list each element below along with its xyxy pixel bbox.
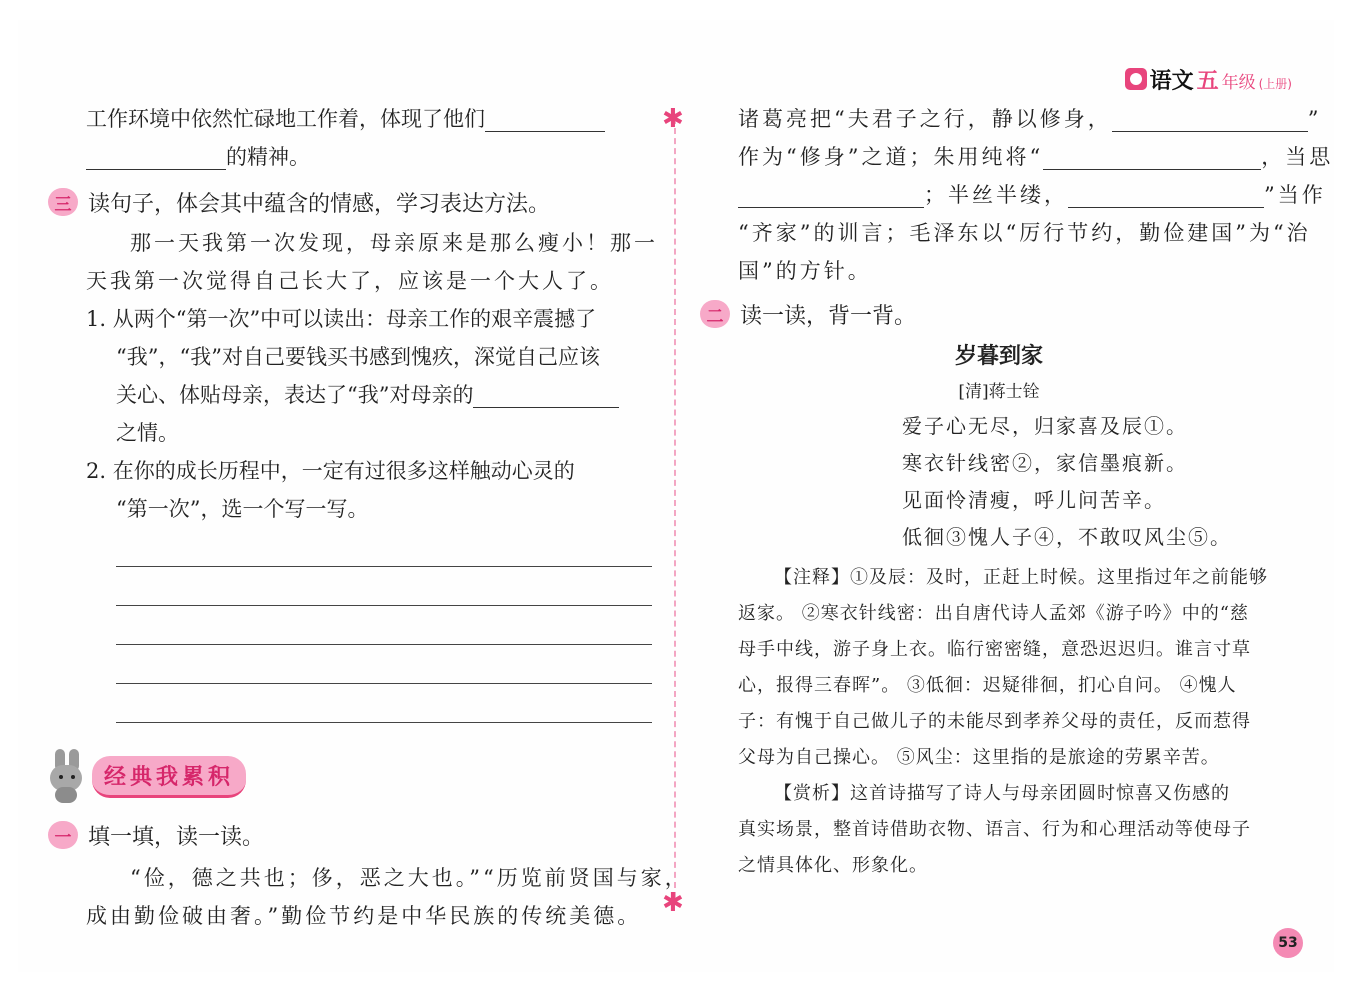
question-line (86, 376, 652, 414)
answer-blank[interactable] (1068, 181, 1264, 208)
note-line: 母手中线，游子身上衣。临行密密缝，意恐迟迟归。谁言寸草 (738, 639, 1251, 660)
answer-blank[interactable] (86, 143, 226, 170)
fill-line (738, 138, 1334, 176)
appreciation-line: 真实场景，整首诗借助衣物、语言、行为和心理活动等使母子 (738, 819, 1251, 840)
writing-line[interactable] (116, 528, 652, 567)
star-icon: ✱ (662, 104, 684, 134)
section-three-heading (48, 182, 652, 222)
note-line: 父母为自己操心。 ⑤风尘：这里指的是旅途的劳累辛苦。 (738, 747, 1220, 768)
header-term: (上册) (1258, 77, 1292, 91)
fill-line (738, 176, 1326, 214)
answer-blank[interactable] (485, 105, 605, 132)
answer-blank[interactable] (1112, 105, 1308, 132)
header-grade: 五 (1196, 69, 1219, 94)
header-level: 年级 (1221, 73, 1256, 93)
appreciation-line: 【赏析】这首诗描写了诗人与母亲团圆时惊喜又伤感的 (774, 783, 1230, 804)
poem-line: 低徊③愧人子④，不敢叹风尘⑤。 (902, 525, 1232, 549)
answer-blank[interactable] (473, 381, 619, 408)
text-span: ”当作 (1264, 183, 1326, 207)
section-badge: 一 (48, 821, 78, 849)
classic-title: 经典我累积 (92, 756, 246, 798)
writing-line[interactable] (116, 645, 652, 684)
section-one-heading (48, 815, 652, 855)
section-badge: 二 (700, 300, 730, 328)
text-span: ；半丝半缕， (924, 183, 1068, 207)
writing-line[interactable] (116, 684, 652, 723)
text-span: 工作环境中依然忙碌地工作着，体现了他们 (86, 107, 485, 131)
question-line: “我”，“我”对自己要钱买书感到愧疚，深觉自己应该 (116, 345, 600, 369)
page-number: 53 (1273, 928, 1303, 958)
section-title: 读句子，体会其中蕴含的情感，学习表达方法。 (88, 191, 551, 217)
book-logo-icon (1125, 68, 1147, 90)
text-span: 作为“修身”之道；朱用纯将“ (738, 145, 1044, 169)
poem-line: 见面怜清瘦，呼儿问苦辛。 (902, 488, 1166, 512)
writing-line[interactable] (116, 606, 652, 645)
text-span: 关心、体贴母亲，表达了“我”对母亲的 (116, 383, 474, 407)
right-column (706, 100, 1334, 884)
page-header (1125, 64, 1292, 94)
poem-author: [清]蒋士铨 (958, 382, 1040, 402)
note-line: 返家。 ②寒衣针线密：出自唐代诗人孟郊《游子吟》中的“慈 (738, 603, 1249, 624)
text-line (86, 138, 652, 176)
section-title: 填一填，读一读。 (88, 824, 265, 850)
column-divider (674, 118, 676, 898)
header-subject: 语文 (1149, 69, 1194, 94)
question-line: 1. 从两个“第一次”中可以读出：母亲工作的艰辛震撼了 (86, 307, 597, 331)
text-line (86, 100, 652, 138)
note-line: 【注释】①及辰：及时，正赶上时候。这里指过年之前能够 (774, 567, 1268, 588)
question-line: 2. 在你的成长历程中，一定有过很多这样触动心灵的 (86, 459, 575, 483)
text-line: “俭，德之共也；侈，恶之大也。”“历览前贤国与家， (130, 866, 689, 890)
note-line: 心，报得三春晖”。 ③低徊：迟疑徘徊，扪心自问。 ④愧人 (738, 675, 1237, 696)
text-span: ，当思 (1261, 145, 1334, 169)
text-span: 的精神。 (226, 145, 310, 169)
appreciation-line: 之情具体化、形象化。 (738, 855, 928, 876)
fill-line (738, 100, 1322, 138)
bunny-mascot-icon (46, 749, 88, 805)
poem-line: 爱子心无尽，归家喜及辰①。 (902, 414, 1188, 438)
fill-line: “齐家”的训言；毛泽东以“厉行节约，勤俭建国”为“治 (738, 221, 1311, 245)
left-column (54, 100, 689, 935)
fill-line: 国”的方针。 (738, 259, 872, 283)
answer-blank[interactable] (738, 181, 924, 208)
section-badge: 三 (48, 188, 78, 216)
writing-line[interactable] (116, 567, 652, 606)
classic-accumulate-banner (46, 747, 652, 807)
answer-blank[interactable] (1043, 143, 1261, 170)
star-icon: ✱ (662, 888, 684, 918)
section-two-heading (700, 294, 1300, 334)
quote-line: 那一天我第一次发现，母亲原来是那么瘦小！那一 (130, 231, 658, 255)
quote-line: 天我第一次觉得自己长大了，应该是一个大人了。 (86, 269, 614, 293)
note-line: 子：有愧于自己做儿子的未能尽到孝养父母的责任，反而惹得 (738, 711, 1251, 732)
question-line: 之情。 (116, 421, 179, 445)
question-line: “第一次”，选一个写一写。 (116, 497, 369, 521)
poem-line: 寒衣针线密②，家信墨痕新。 (902, 451, 1188, 475)
text-span: ” (1307, 107, 1322, 131)
poem-title: 岁暮到家 (954, 344, 1043, 369)
text-span: 诸葛亮把“夫君子之行，静以修身， (738, 107, 1112, 131)
section-title: 读一读，背一背。 (740, 303, 917, 329)
text-line: 成由勤俭破由奢。”勤俭节约是中华民族的传统美德。 (86, 904, 642, 928)
